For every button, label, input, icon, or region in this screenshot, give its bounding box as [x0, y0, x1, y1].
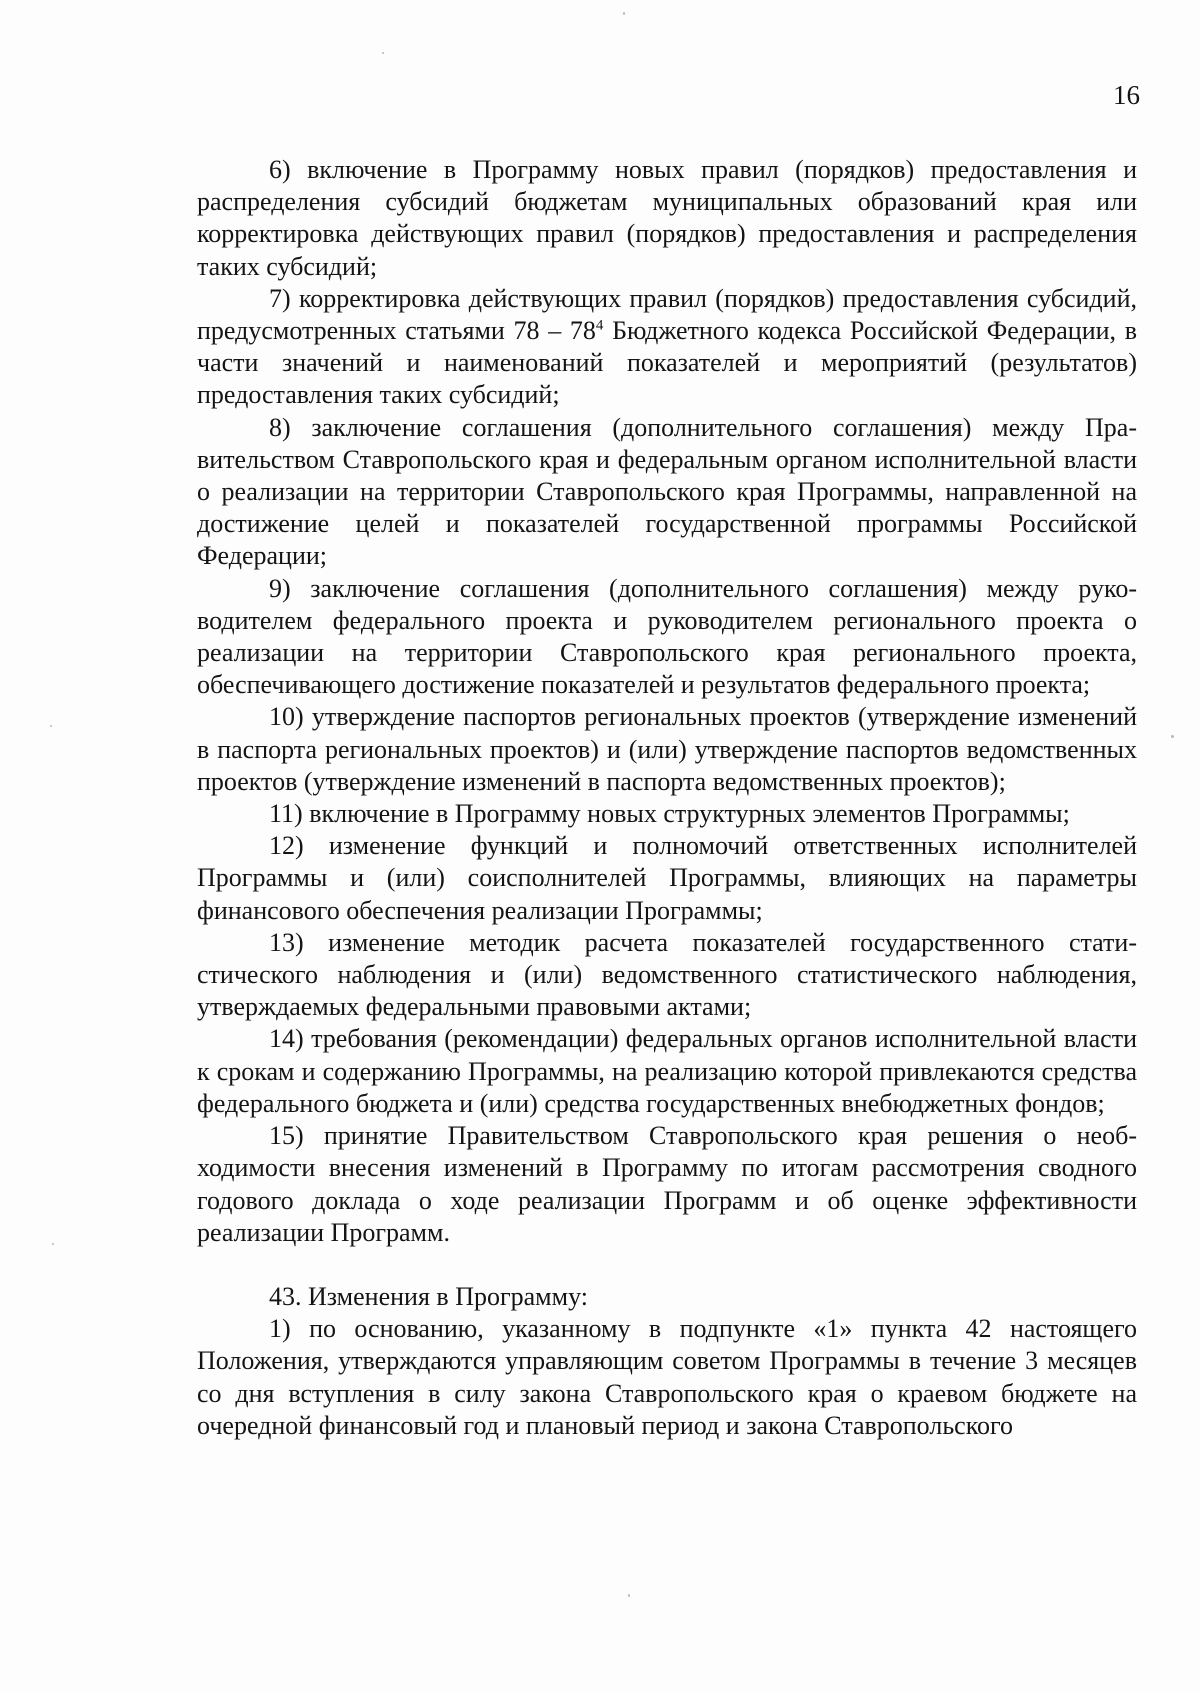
page-number: 16 — [1113, 80, 1140, 110]
paragraph-item-10: 10) утверждение паспортов региональных проектов (утверждение изменений в паспорта региональных проектов) и (или) утверждение паспортов ведомственных проектов (утверждение изменений в паспорта ведомственных проектов); — [197, 702, 1137, 796]
paragraph-text: Бюджетного кодекса Российской Федерации, в части значений и наименований показателей и мероприятий (результатов) предоставления таких субсидий; — [197, 316, 1137, 410]
paragraph-item-9: 9) заключение соглашения (дополнительного соглашения) между руководителем федерального проекта и руководителем регионального проекта о реализации на территории Ставропольского края регионального проекта, обеспечивающего достижение показателей и результатов федерального проекта; — [197, 573, 1137, 700]
scan-speck — [382, 52, 384, 54]
paragraph-item-6: 6) включение в Программу новых правил (порядков) предоставления и распределения субсидий бюджетам муниципальных образований края или корректировка действующих правил (порядков) предоставления и распределения таких субсидий; — [197, 155, 1137, 281]
paragraph-item-13: 13) изменение методик расчета показателей государственного статистического наблюдения и (или) ведомственного статистического наблюдения, утверждаемых федеральными правовыми актами; — [197, 927, 1137, 1022]
paragraph-item-7 — [197, 283, 1137, 412]
paragraph-item-15: 15) принятие Правительством Ставропольского края решения о необходимости внесения изменений в Программу по итогам рассмотрения сводного годового доклада о ходе реализации Программ и об оценке эффективности реализации Программ. — [197, 1121, 1137, 1247]
paragraph-item-43-1: 1) по основанию, указанному в подпункте «1» пункта 42 настоящего Положения, утверждаются управляющим советом Программы в течение 3 месяцев со дня вступления в силу закона Ставропольского края о краевом бюджете на очередной финансовый год и плановый период и закона Ставропольского — [197, 1314, 1137, 1440]
scan-speck — [52, 1243, 54, 1245]
paragraph-text: 7) корректировка действующих правил (порядков) предоставления субсидий, предусмотренных статьями 78 – 78 — [197, 283, 1137, 346]
scan-speck — [628, 1594, 630, 1597]
paragraph-item-11: 11) включение в Программу новых структурных элементов Программы; — [269, 799, 1070, 829]
paragraph-item-14: 14) требования (рекомендации) федеральных органов исполнительной власти к срокам и содержанию Программы, на реализацию которой привлекаются средства федерального бюджета и (или) средства государственных внебюджетных фондов; — [197, 1024, 1137, 1118]
superscript: 4 — [595, 317, 604, 334]
document-body — [197, 154, 1137, 1442]
paragraph-item-8: 8) заключение соглашения (дополнительного соглашения) между Правительством Ставропольского края и федеральным органом исполнительной власти о реализации на территории Ставропольского края Программы, направленной на достижение целей и показателей государственной программы Российской Федерации; — [197, 412, 1137, 571]
paragraph-item-12: 12) изменение функций и полномочий ответственных исполнителей Программы и (или) соисполнителей Программы, влияющих на параметры финансового обеспечения реализации Программы; — [197, 831, 1137, 925]
section-heading-43: 43. Изменения в Программу: — [269, 1281, 588, 1311]
scan-speck — [623, 12, 625, 15]
scan-speck — [1171, 735, 1174, 738]
scan-speck — [50, 725, 52, 727]
